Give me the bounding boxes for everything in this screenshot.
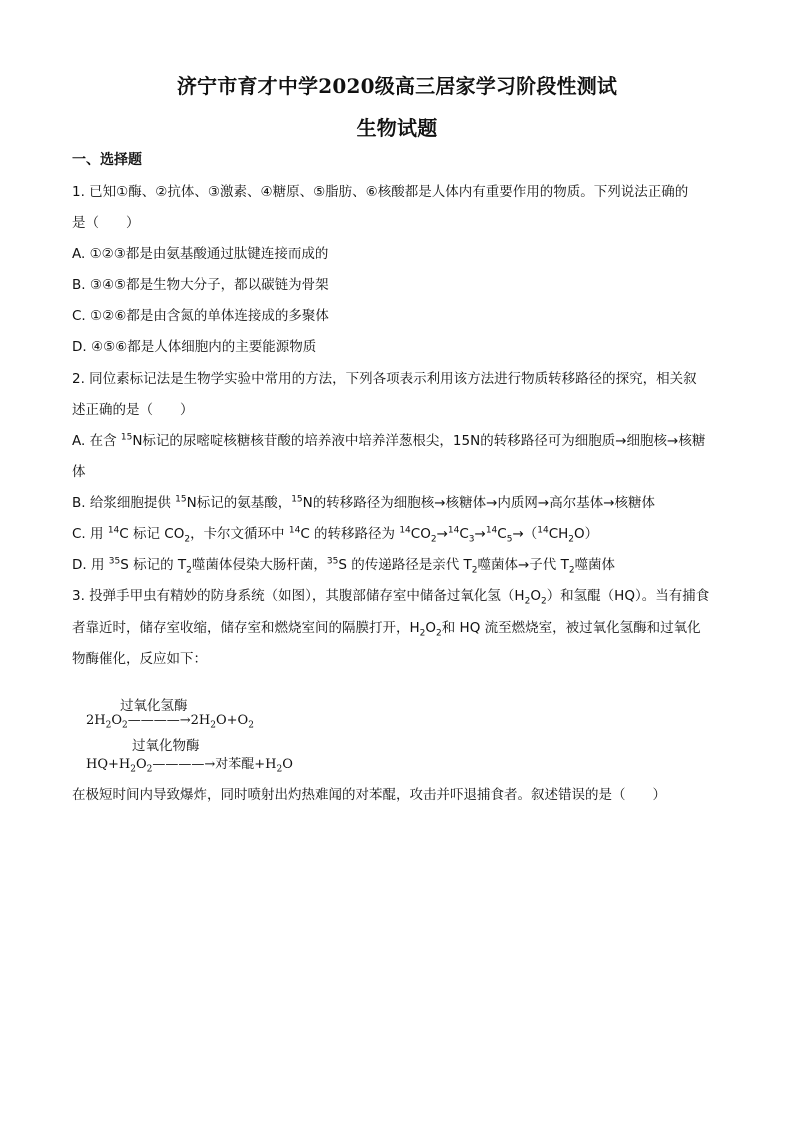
q2-stem-line1: 2. 同位素标记法是生物学实验中常用的方法，下列各项表示利用该方法进行物质转移路径的探究，相关叙 (72, 371, 697, 387)
q2-stem-line2: 述正确的是（ ） (72, 402, 194, 418)
q1-option-b: B. ③④⑤都是生物大分子，都以碳链为骨架 (72, 277, 329, 293)
q3-stem-line1: 3. 投弹手甲虫有精妙的防身系统（如图），其腹部储存室中储备过氧化氢$(H_2O_2)$和氢醌（HQ）。当有捕食 (72, 588, 710, 605)
q1-stem-line2: 是（ ） (72, 215, 140, 231)
q3-stem-line2: 者靠近时，储存室收缩，储存室和燃烧室间的隔膜打开，$H_2O_2$和 HQ 流至燃烧室，被过氧化氢酶和过氧化 (72, 620, 701, 637)
q3-stem-line3: 物酶催化，反应如下： (72, 651, 207, 667)
reaction1-equation: $2H_2O_2————\to 2H_2O+O_2$ (86, 713, 254, 731)
reaction2-enzyme: 过氧化物酶 (132, 738, 200, 754)
reaction2-equation: $HQ+H_2O_2————\to$对苯醌$+H_2O$ (86, 757, 293, 775)
q2-option-a: A. 在含 $^{15}$N标记的尿嘧啶核糖核苷酸的培养液中培养洋葱根尖，15N的转移路径可为细胞质→细胞核→核糖 (72, 432, 706, 449)
q3-stem-line4: 在极短时间内导致爆炸，同时喷射出灼热难闻的对苯醌，攻击并吓退捕食者。叙述错误的是（ ） (72, 787, 666, 803)
reaction1-enzyme: 过氧化氢酶 (120, 698, 188, 714)
page-subtitle: 生物试题 (356, 116, 438, 140)
q1-stem-line1: 1. 已知①酶、②抗体、③激素、④糖原、⑤脂肪、⑥核酸都是人体内有重要作用的物质。下列说法正确的 (72, 184, 689, 200)
q2-option-d: D. 用 $^{35}$S 标记的 $T_2$噬菌体侵染大肠杆菌，$^{35}$S 的传递路径是亲代 $T_2$噬菌体→子代 $T_2$噬菌体 (72, 556, 616, 574)
page-title: 济宁市育才中学2020级高三居家学习阶段性测试 (176, 74, 618, 98)
section-heading: 一、选择题 (72, 152, 142, 168)
q1-option-a: A. ①②③都是由氨基酸通过肽键连接而成的 (72, 246, 329, 262)
q2-option-a-cont: 体 (72, 464, 86, 480)
q1-option-c: C. ①②⑥都是由含氮的单体连接成的多聚体 (72, 308, 329, 324)
q1-option-d: D. ④⑤⑥都是人体细胞内的主要能源物质 (72, 339, 317, 355)
q2-option-b: B. 给浆细胞提供 $^{15}$N标记的氨基酸，$^{15}$N的转移路径为细胞核→核糖体→内质网→高尔基体→核糖体 (72, 494, 656, 511)
q2-option-c: C. 用 $^{14}$C 标记 $CO_2$，卡尔文循环中 $^{14}$C 的转移路径为 $^{14}CO_2\to^{14}C_3\to^{14}C_5\to(^{14}CH_2O)$ (72, 525, 599, 543)
